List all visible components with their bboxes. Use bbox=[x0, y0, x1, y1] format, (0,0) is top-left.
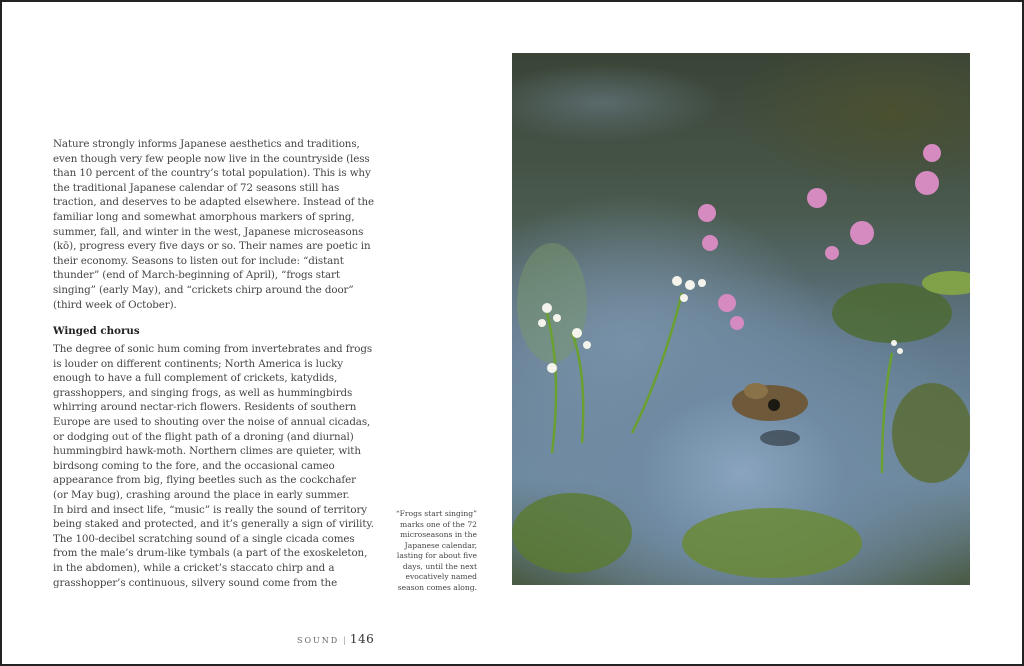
text-line: Europe are used to shouting over the noise of annual cicadas, bbox=[53, 415, 371, 428]
caption-line: evocatively named bbox=[405, 572, 477, 581]
text-line: familiar long and somewhat amorphous markers of spring, bbox=[53, 210, 355, 223]
caption-line: lasting for about five bbox=[396, 551, 477, 560]
text-line: even though very few people now live in the countryside (less bbox=[53, 152, 370, 165]
text-line: (or May bug), crashing around the place in early summer. bbox=[53, 488, 350, 501]
text-line: The degree of sonic hum coming from invertebrates and frogs bbox=[53, 343, 373, 355]
text-line: in the abdomen), while a cricket’s staccato chirp and a bbox=[53, 561, 335, 574]
text-line: than 10 percent of the country’s total population). This is why bbox=[53, 167, 371, 180]
text-line: In bird and insect life, “music” is really the sound of territory bbox=[53, 503, 367, 516]
text-line: Nature strongly informs Japanese aesthetics and traditions, bbox=[53, 138, 360, 150]
photo-caption bbox=[396, 509, 477, 593]
folio bbox=[297, 632, 374, 646]
text-line: (kō), progress every five days or so. Their names are poetic in bbox=[53, 240, 371, 253]
intro-paragraph bbox=[53, 137, 374, 312]
caption-line: days, until the next bbox=[402, 561, 477, 571]
caption-line: season comes along. bbox=[397, 582, 477, 592]
caption-line: Japanese calendar, bbox=[404, 540, 477, 550]
caption-line: “Frogs start singing” bbox=[395, 509, 477, 518]
text-line: enough to have a full complement of crickets, katydids, bbox=[53, 372, 338, 385]
text-line: or dodging out of the flight path of a droning (and diurnal) bbox=[53, 430, 354, 443]
text-line: The 100-decibel scratching sound of a single cicada comes bbox=[53, 532, 355, 545]
text-line: grasshoppers, and singing frogs, as well as hummingbirds bbox=[53, 386, 353, 399]
text-line: traction, and deserves to be adapted elsewhere. Instead of the bbox=[53, 196, 375, 209]
running-head: SOUND bbox=[297, 636, 340, 645]
caption-line: marks one of the 72 bbox=[400, 519, 477, 529]
page-number: 146 bbox=[349, 632, 375, 646]
text-line: (third week of October). bbox=[53, 298, 177, 311]
text-line: thunder” (end of March-beginning of April), “frogs start bbox=[53, 269, 340, 282]
text-line: the traditional Japanese calendar of 72 seasons still has bbox=[53, 181, 340, 194]
photo-illustration bbox=[512, 53, 970, 585]
text-line: summer, fall, and winter in the west, Japanese microseasons bbox=[53, 225, 364, 238]
frog-pond-photo bbox=[512, 53, 970, 585]
text-line: appearance from big, flying beetles such as the cockchafer bbox=[53, 474, 356, 487]
frog bbox=[732, 383, 808, 446]
text-line: whirring around nectar-rich flowers. Residents of southern bbox=[53, 401, 357, 414]
text-line: hummingbird hawk-moth. Northern climes are quieter, with bbox=[53, 445, 361, 458]
text-line: birdsong coming to the fore, and the occasional cameo bbox=[53, 459, 335, 472]
text-line: their economy. Seasons to listen out for include: “distant bbox=[53, 254, 344, 267]
text-line: grasshopper’s continuous, silvery sound come from the bbox=[53, 576, 338, 589]
winged-chorus-paragraph bbox=[53, 342, 374, 590]
text-line: from the male’s drum-like tymbals (a part of the exoskeleton, bbox=[53, 547, 368, 560]
text-line: singing” (early May), and “crickets chirp around the door” bbox=[53, 283, 354, 296]
folio-separator: | bbox=[343, 636, 346, 645]
section-heading: Winged chorus bbox=[53, 325, 140, 337]
text-line: is louder on different continents; North America is lucky bbox=[53, 357, 343, 370]
text-line: being staked and protected, and it’s generally a sign of virility. bbox=[53, 518, 374, 531]
caption-line: microseasons in the bbox=[400, 530, 477, 539]
